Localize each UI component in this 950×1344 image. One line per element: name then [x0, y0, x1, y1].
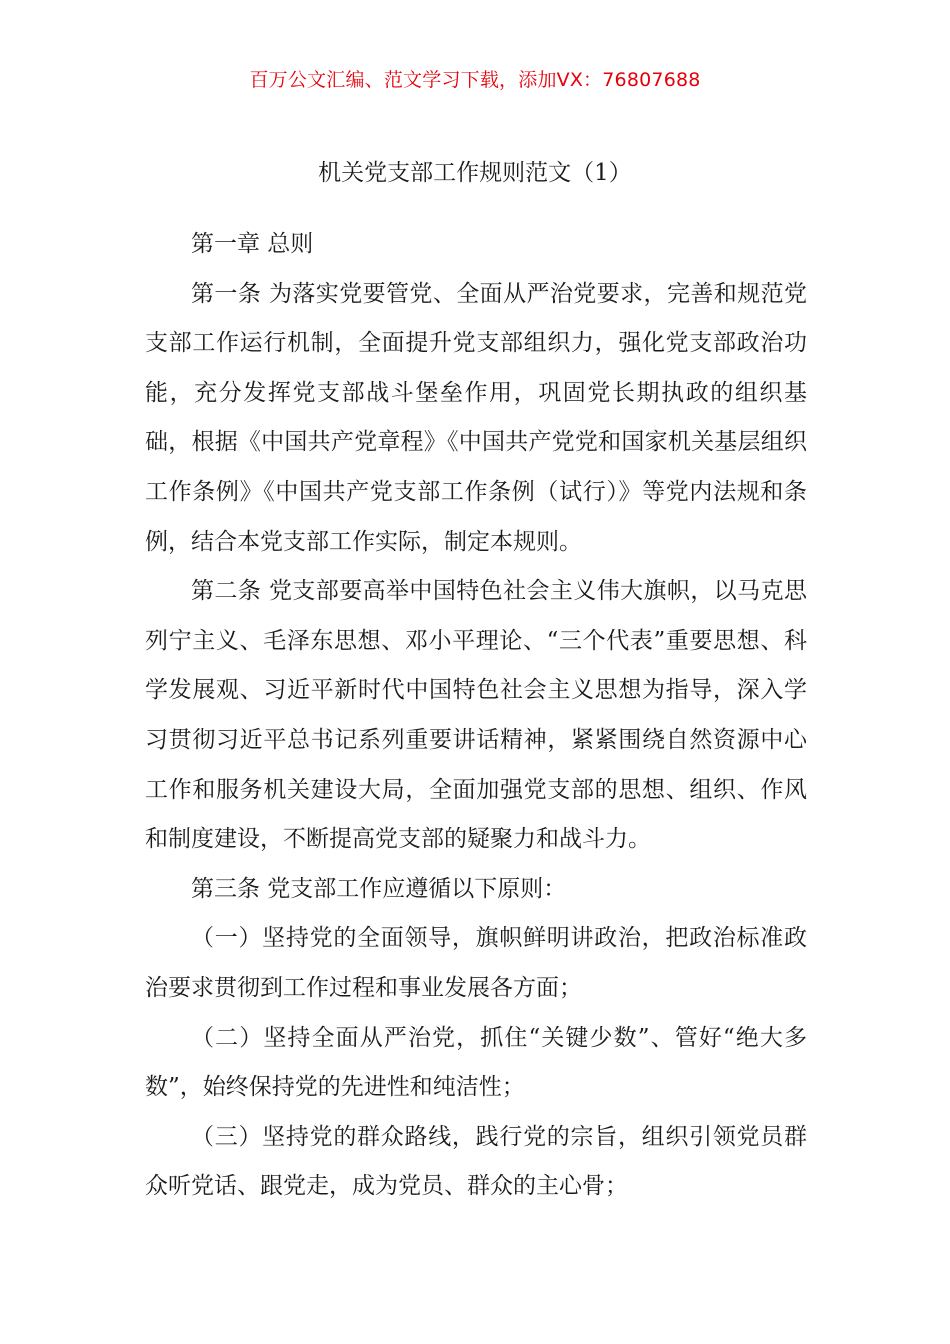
chapter-heading: 第一章 总则	[191, 231, 314, 257]
article-paragraph: 第二条 党支部要高举中国特色社会主义伟大旗帜，以马克思列宁主义、毛泽东思想、邓小平理论、“三个代表”重要思想、科学发展观、习近平新时代中国特色社会主义思想为指导，深入学习贯彻习近平总书记系列重要讲话精神，紧紧围绕自然资源中心工作和服务机关建设大局，全面加强党支部的思想、组织、作风和制度建设，不断提高党支部的疑聚力和战斗力。	[145, 578, 807, 853]
document-title: 机关党支部工作规则范文（1）	[318, 160, 632, 186]
header-watermark: 百万公文汇编、范文学习下载，添加VX：76807688	[249, 69, 701, 91]
article-paragraph: 第一条 为落实党要管党、全面从严治党要求，完善和规范党支部工作运行机制，全面提升党支部组织力，强化党支部政治功能，充分发挥党支部战斗堡垒作用，巩固党长期执政的组织基础，根据《中国共产党章程》《中国共产党党和国家机关基层组织工作条例》《中国共产党支部工作条例（试行）》等党内法规和条例，结合本党支部工作实际，制定本规则。	[145, 280, 807, 555]
document-body	[145, 220, 807, 1212]
principle-item: （二）坚持全面从严治党，抓住“关键少数”、管好“绝大多数”，始终保持党的先进性和纯洁性；	[145, 1024, 807, 1101]
principle-item: （三）坚持党的群众路线，践行党的宗旨，组织引领党员群众听党话、跟党走，成为党员、群众的主心骨；	[145, 1123, 807, 1200]
article-paragraph: 第三条 党支部工作应遵循以下原则：	[191, 875, 567, 902]
principle-item: （一）坚持党的全面领导，旗帜鲜明讲政治，把政治标准政治要求贯彻到工作过程和事业发展各方面；	[145, 925, 807, 1001]
